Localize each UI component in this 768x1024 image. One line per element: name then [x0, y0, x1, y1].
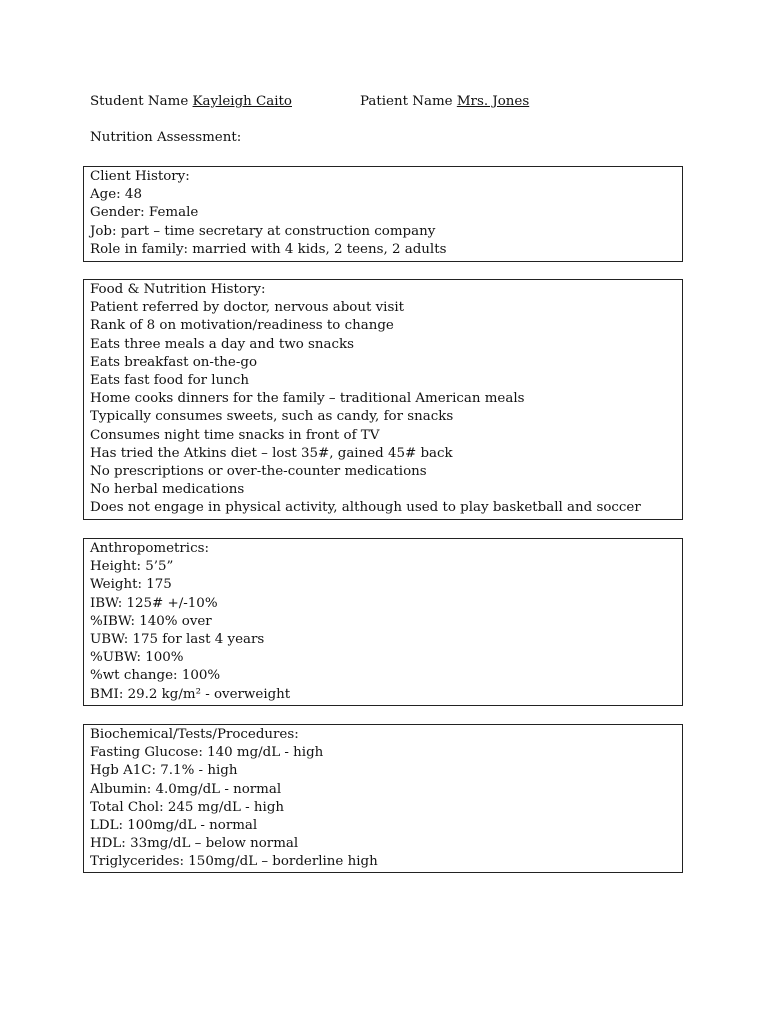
list-item: BMI: 29.2 kg/m² - overweight	[90, 686, 291, 702]
list-item: Weight: 175	[90, 577, 172, 593]
list-item: Eats three meals a day and two snacks	[90, 336, 354, 352]
list-item: Gender: Female	[90, 205, 199, 221]
student-name-value: Kayleigh Caito	[192, 94, 292, 109]
list-item: Job: part – time secretary at construction company	[90, 223, 436, 239]
biochemical-tests-box	[83, 724, 683, 873]
list-item: %wt change: 100%	[90, 668, 221, 684]
list-item: Fasting Glucose: 140 mg/dL - high	[90, 745, 324, 761]
section-heading: Biochemical/Tests/Procedures:	[90, 727, 299, 742]
list-item: %IBW: 140% over	[90, 613, 212, 629]
patient-name-field	[360, 94, 529, 109]
list-item: Rank of 8 on motivation/readiness to change	[90, 318, 394, 334]
list-item: Role in family: married with 4 kids, 2 teens, 2 adults	[90, 241, 447, 257]
section-heading: Anthropometrics:	[90, 541, 209, 556]
list-item: LDL: 100mg/dL - normal	[90, 817, 258, 833]
section-heading: Client History:	[90, 169, 190, 184]
page-title: Nutrition Assessment:	[90, 130, 242, 145]
food-nutrition-history-box	[83, 279, 683, 520]
patient-name-value: Mrs. Jones	[456, 94, 530, 109]
list-item: Patient referred by doctor, nervous about visit	[90, 300, 405, 316]
student-name-field	[90, 94, 292, 109]
list-item: Typically consumes sweets, such as candy, for snacks	[90, 409, 454, 425]
list-item: No herbal medications	[90, 482, 245, 498]
list-item: Eats fast food for lunch	[90, 372, 249, 388]
list-item: No prescriptions or over-the-counter medications	[90, 463, 427, 479]
list-item: Height: 5’5”	[90, 559, 174, 575]
client-history-box	[83, 166, 683, 262]
student-name-label: Student Name	[90, 94, 189, 109]
patient-name-label: Patient Name	[360, 94, 453, 109]
list-item: IBW: 125# +/-10%	[90, 595, 218, 611]
anthropometrics-box	[83, 538, 683, 706]
list-item: Does not engage in physical activity, although used to play basketball and soccer	[90, 500, 641, 516]
list-item: Albumin: 4.0mg/dL - normal	[90, 781, 282, 797]
list-item: Total Chol: 245 mg/dL - high	[90, 799, 285, 815]
list-item: Age: 48	[90, 187, 142, 203]
list-item: HDL: 33mg/dL – below normal	[90, 836, 299, 852]
list-item: Triglycerides: 150mg/dL – borderline high	[90, 854, 378, 870]
list-item: Has tried the Atkins diet – lost 35#, gained 45# back	[90, 445, 453, 461]
section-heading: Food & Nutrition History:	[90, 282, 266, 297]
list-item: Eats breakfast on-the-go	[90, 354, 258, 370]
list-item: UBW: 175 for last 4 years	[90, 631, 265, 647]
list-item: %UBW: 100%	[90, 650, 184, 666]
list-item: Hgb A1C: 7.1% - high	[90, 763, 238, 779]
list-item: Home cooks dinners for the family – traditional American meals	[90, 391, 525, 407]
header-row	[90, 94, 530, 112]
list-item: Consumes night time snacks in front of TV	[90, 427, 380, 443]
